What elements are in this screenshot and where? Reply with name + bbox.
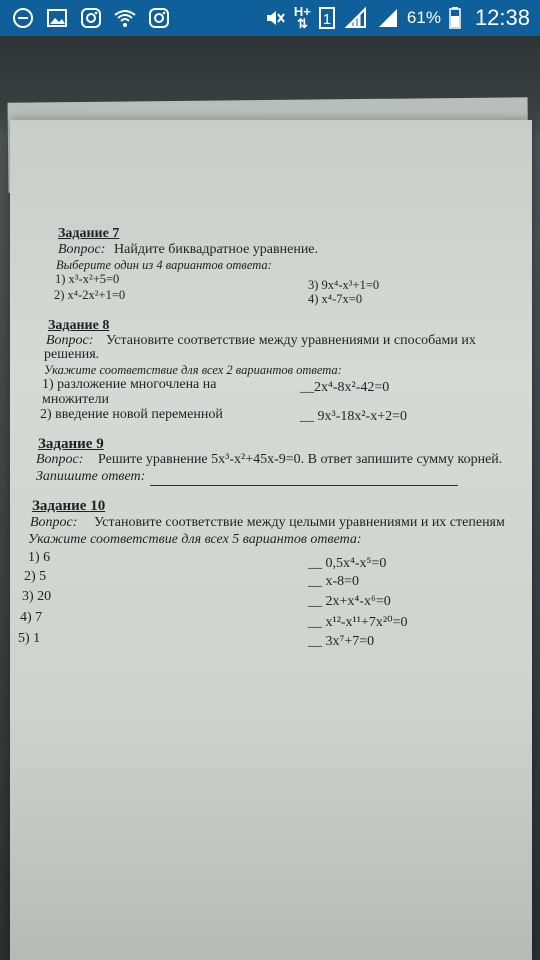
task9-answer-label: Запишите ответ: — [36, 469, 146, 484]
signal-icon — [343, 7, 369, 29]
task8-left-item: 1) разложение многочлена на — [42, 377, 217, 392]
task8-question-label: Вопрос: — [46, 333, 94, 348]
task8-left-item: множители — [42, 392, 109, 407]
network-hplus-icon: H+ ⇅ — [293, 4, 311, 31]
task7-option: 2) x⁴-2x²+1=0 — [54, 288, 126, 302]
image-icon — [46, 7, 68, 29]
task10-right-item: __ x¹²-x¹¹+7x²⁰=0 — [308, 615, 408, 630]
task8-instruction: Укажите соответствие для всех 2 вариантов ответа: — [44, 363, 342, 377]
task7-option: 1) x³-x²+5=0 — [55, 272, 120, 286]
instagram-icon — [148, 7, 170, 29]
sim-1-icon: 1 — [319, 7, 335, 29]
task8-question: Установите соответствие между уравнениями и способами их — [106, 333, 476, 348]
instagram-icon — [80, 7, 102, 29]
task10-left-item: 3) 20 — [22, 589, 52, 604]
task7-question: Найдите биквадратное уравнение. — [114, 242, 319, 257]
task10-question: Установите соответствие между целыми уравнениями и их степеням — [94, 515, 505, 530]
task10-right-item: __ 3x⁷+7=0 — [308, 634, 375, 649]
battery-percent: 61% — [406, 8, 441, 27]
task10-title: Задание 10 — [32, 498, 106, 514]
task10-left-item: 4) 7 — [20, 610, 43, 625]
task10-left-item: 5) 1 — [18, 631, 41, 646]
task7-title: Задание 7 — [58, 226, 120, 241]
task10-right-item: __ x-8=0 — [308, 574, 360, 589]
signal-icon — [377, 7, 399, 29]
minus-circle-icon — [12, 7, 34, 29]
task7-question-label: Вопрос: — [58, 242, 106, 257]
task10-question-label: Вопрос: — [30, 515, 78, 530]
clock: 12:38 — [474, 5, 530, 30]
wifi-question-icon — [114, 7, 136, 29]
task10-left-item: 2) 5 — [24, 569, 47, 584]
task8-title: Задание 8 — [48, 318, 110, 333]
task8-question-cont: решения. — [44, 347, 100, 362]
mute-icon — [264, 7, 286, 29]
task9-title: Задание 9 — [38, 436, 104, 452]
battery-icon — [449, 7, 461, 29]
task10-right-item: __ 2x+x⁴-x⁶=0 — [308, 594, 391, 609]
task8-right-item: __2x⁴-8x²-42=0 — [300, 380, 390, 395]
task10-instruction: Укажите соответствие для всех 5 вариантов ответа: — [28, 532, 362, 547]
task9-question-label: Вопрос: — [36, 452, 84, 467]
task10-right-item: __ 0,5x⁴-x⁵=0 — [308, 556, 387, 571]
task10-left-item: 1) 6 — [28, 550, 51, 565]
task9-answer-line — [150, 485, 458, 486]
task7-option: 4) x⁴-7x=0 — [308, 292, 363, 306]
task8-right-item: __ 9x³-18x²-x+2=0 — [300, 409, 408, 424]
status-bar — [0, 0, 540, 36]
task8-left-item: 2) введение новой переменной — [40, 407, 223, 422]
task9-question: Решите уравнение 5x³-x²+45x-9=0. В ответ запишите сумму корней. — [98, 452, 503, 467]
task7-instruction: Выберите один из 4 вариантов ответа: — [56, 258, 272, 272]
task7-option: 3) 9x⁴-x³+1=0 — [308, 278, 380, 292]
